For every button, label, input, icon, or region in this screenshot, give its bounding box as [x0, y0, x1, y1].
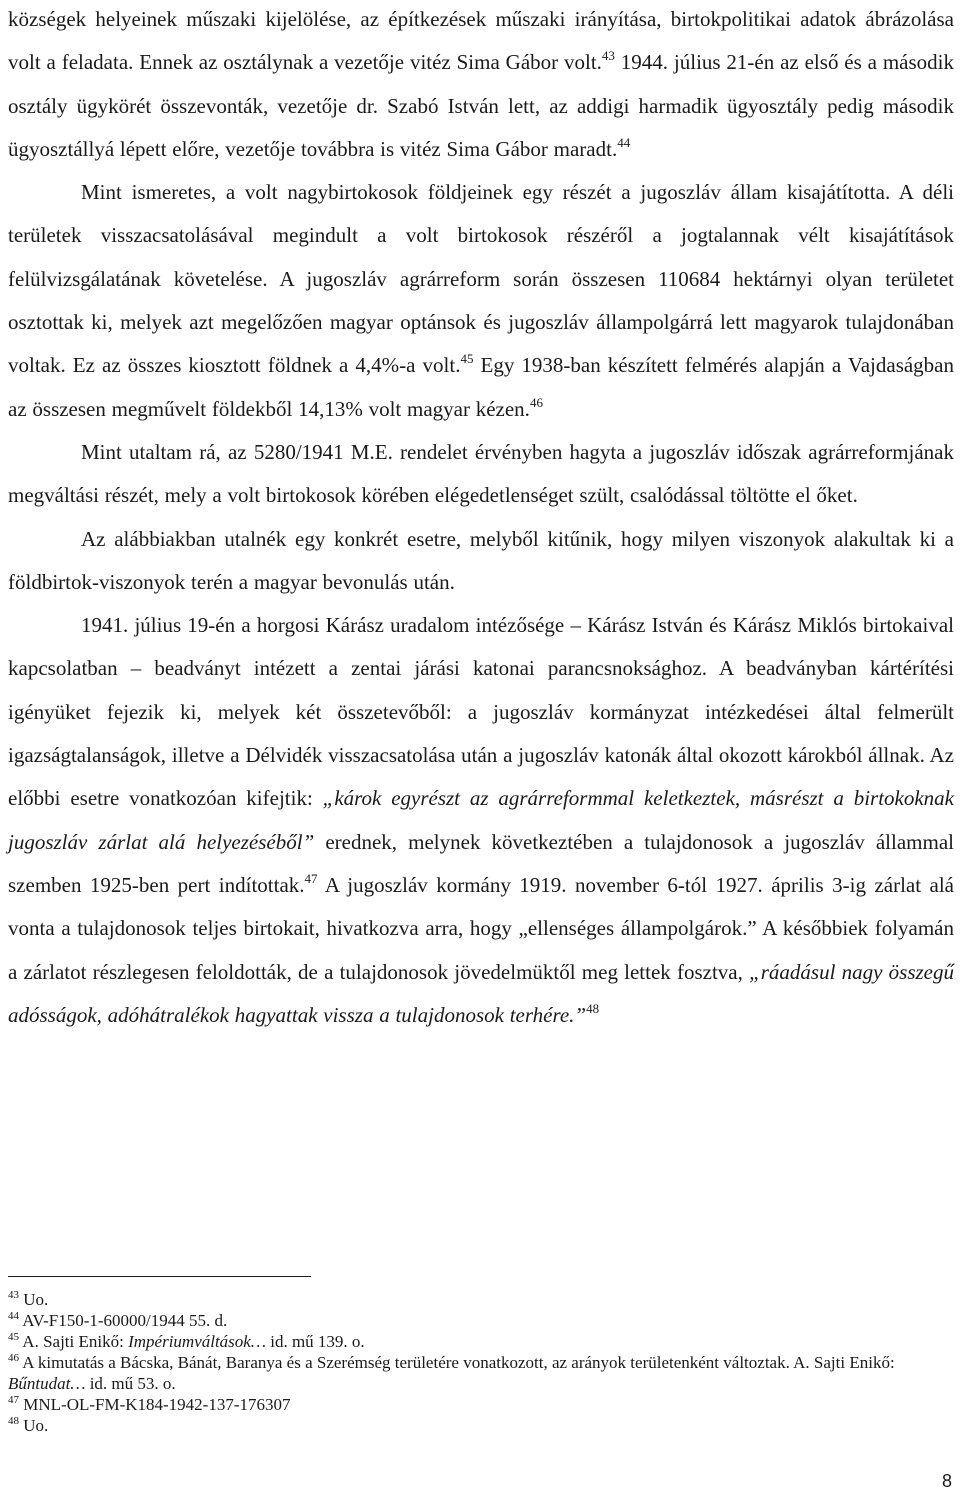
footnote-number: 47	[8, 1394, 19, 1406]
paragraph-text: A jugoszláv kormány 1919. november 6-tól 1927. április 3-ig zárlat alá vonta a tulajdonosok teljes birtokait, hivatkozva arra, hogy „ellenséges állampolgárok.” A későbbiek folyamán a zárlatot részlegesen feloldották, de a tulajdonosok jövedelmüktől meg lettek fosztva,	[8, 872, 954, 984]
footnote-number: 48	[8, 1415, 19, 1427]
italic-quote: „károk egyrészt az agrárreformmal keletkeztek, másrészt a birtokoknak jugoszláv zárlat alá helyezéséből”	[8, 786, 954, 854]
footnote-text: Uo.	[19, 1416, 49, 1435]
paragraph-text: Egy 1938-ban készített felmérés alapján a Vajdaságban az összesen megművelt földekből 14,13% volt magyar kézen.	[8, 353, 955, 421]
footnote-ref-45[interactable]: 45	[460, 351, 474, 367]
footnote-number: 44	[8, 1310, 19, 1322]
paragraph-text: 1941. július 19-én a horgosi Kárász uradalom intézősége – Kárász István és Kárász Miklós birtokaival kapcsolatban – beadványt intézett a zentai járási katonai parancsnoksághoz. A beadványban kártérítési igényüket fejezik ki, melyek két összetevőből: a jugoszláv kormányzat intézkedései által felmerült igazságtalanságok, illetve a Délvidék visszacsatolása után a jugoszláv katonák által okozott károkból állnak. Az előbbi esetre vonatkozóan kifejtik:	[8, 613, 954, 811]
paragraph-text: 1944. július 21-én az első és a második osztály ügykörét összevonták, vezetője dr. Szabó István lett, az addigi harmadik ügyosztály pedig második ügyosztállyá lépett előre, vezetője továbbra is vitéz Sima Gábor maradt.	[8, 50, 955, 161]
paragraph-3: Mint utaltam rá, az 5280/1941 M.E. rendelet érvényben hagyta a jugoszláv időszak agrárreformjának megváltási részét, mely a volt birtokosok körében elégedetlenséget szült, csalódással töltötte el őket.	[8, 439, 954, 508]
footnote-number: 43	[8, 1289, 19, 1301]
paragraph-text: erednek, melynek következtében a tulajdonosok a jugoszláv állammal szemben 1925-ben pert indítottak.	[8, 829, 954, 897]
footnote-ref-47[interactable]: 47	[304, 870, 318, 886]
page-number: 8	[941, 1471, 952, 1491]
footnote-text: Uo.	[19, 1290, 49, 1309]
footnote-ref-46[interactable]: 46	[529, 394, 543, 410]
paragraph-text: községek helyeinek műszaki kijelölése, az építkezések műszaki irányítása, birtokpolitikai adatok ábrázolása volt a feladata. Ennek az osztálynak a vezetője vitéz Sima Gábor volt.	[8, 7, 954, 75]
paragraph-1	[8, 0, 954, 171]
footnote-text: A. Sajti Enikő:	[19, 1332, 129, 1351]
footnote-43	[8, 1289, 954, 1310]
footnote-48	[8, 1415, 954, 1436]
footnote-ref-48[interactable]: 48	[586, 1000, 600, 1016]
footnote-text: MNL-OL-FM-K184-1942-137-176307	[19, 1395, 291, 1414]
footnote-ref-44[interactable]: 44	[617, 134, 631, 150]
paragraph-2	[8, 171, 954, 431]
footnotes	[8, 1289, 954, 1436]
footnote-text: id. mű 139. o.	[265, 1332, 365, 1351]
footnote-separator	[8, 1276, 311, 1277]
footnote-italic-title: Bűntudat…	[8, 1374, 86, 1393]
footnote-ref-43[interactable]: 43	[601, 48, 615, 64]
footnote-47	[8, 1394, 954, 1415]
footnote-text: id. mű 53. o.	[85, 1374, 176, 1393]
footnote-italic-title: Impériumváltások…	[128, 1332, 266, 1351]
paragraph-5	[8, 604, 954, 1037]
footnote-45	[8, 1331, 954, 1352]
footnote-text: A kimutatás a Bácska, Bánát, Baranya és a Szerémség területére vonatkozott, az arányok területenként változtak. A. Sajti Enikő:	[19, 1353, 895, 1372]
paragraph-4: Az alábbiakban utalnék egy konkrét esetre, melyből kitűnik, hogy milyen viszonyok alakultak ki a földbirtok-viszonyok terén a magyar bevonulás után.	[8, 526, 954, 594]
footnote-number: 45	[8, 1331, 19, 1343]
document-page	[8, 0, 955, 1435]
footnote-46	[8, 1352, 954, 1394]
footnote-text: AV-F150-1-60000/1944 55. d.	[19, 1311, 228, 1330]
paragraph-text: Mint ismeretes, a volt nagybirtokosok földjeinek egy részét a jugoszláv állam kisajátította. A déli területek visszacsatolásával megindult a volt birtokosok részéről a jogtalannak vélt kisajátítások felülvizsgálatának követelése. A jugoszláv agrárreform során összesen 110684 hektárnyi olyan területet osztottak ki, melyek azt megelőzően magyar optánsok és jugoszláv állampolgárrá lett magyarok tulajdonában voltak. Ez az összes kiosztott földnek a 4,4%-a volt.	[8, 180, 954, 378]
footnote-44	[8, 1310, 954, 1331]
italic-quote: „ráadásul nagy összegű adósságok, adóhátralékok hagyattak vissza a tulajdonosok terhére.”	[8, 959, 954, 1027]
footnote-number: 46	[8, 1352, 19, 1364]
